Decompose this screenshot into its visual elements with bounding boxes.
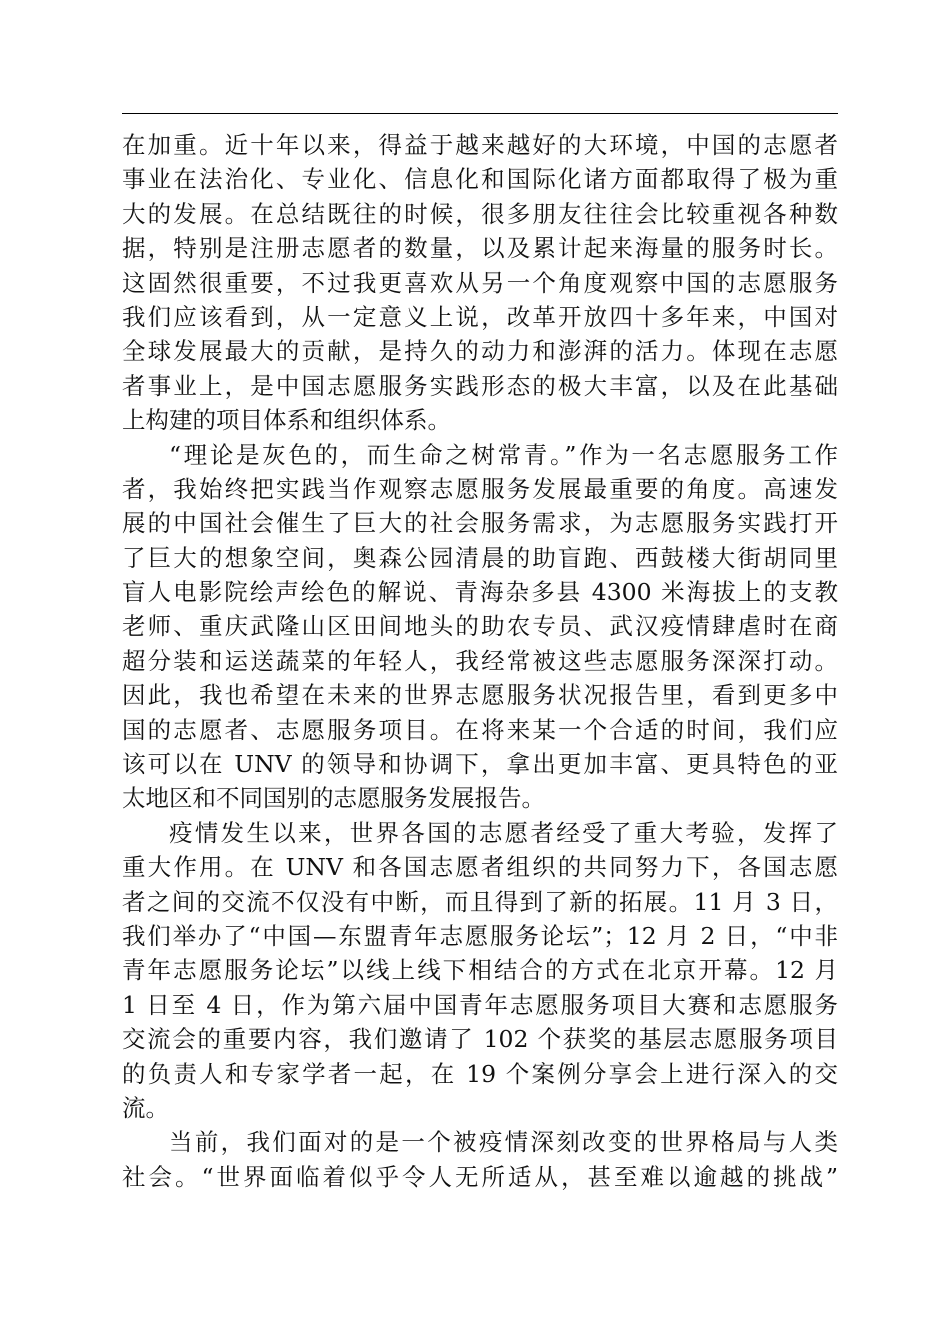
text-line: 因此，我也希望在未来的世界志愿服务状况报告里，看到更多中	[122, 681, 838, 710]
text-line: 者事业上，是中国志愿服务实践形态的极大丰富，以及在此基础	[122, 371, 838, 400]
text-line: 在加重。近十年以来，得益于越来越好的大环境，中国的志愿者	[122, 131, 838, 159]
text-line: 这固然很重要，不过我更喜欢从另一个角度观察中国的志愿服务	[122, 268, 838, 297]
text-line: 上构建的项目体系和组织体系。	[122, 406, 451, 435]
text-line: 事业在法治化、专业化、信息化和国际化诸方面都取得了极为重	[122, 165, 838, 194]
text-line: 全球发展最大的贡献，是持久的动力和澎湃的活力。体现在志愿	[122, 337, 838, 366]
text-line: 超分装和运送蔬菜的年轻人，我经常被这些志愿服务深深打动。	[122, 646, 838, 675]
text-line: 的负责人和专家学者一起，在 19 个案例分享会上进行深入的交	[122, 1059, 838, 1088]
text-line: 我们举办了“中国—东盟青年志愿服务论坛”；12 月 2 日，“中非	[122, 921, 838, 950]
text-line: 者，我始终把实践当作观察志愿服务发展最重要的角度。高速发	[122, 474, 838, 503]
text-line: 交流会的重要内容，我们邀请了 102 个获奖的基层志愿服务项目	[122, 1025, 838, 1054]
text-line: 该可以在 UNV 的领导和协调下，拿出更加丰富、更具特色的亚	[122, 750, 838, 779]
text-line: 青年志愿服务论坛”以线上线下相结合的方式在北京开幕。12 月	[122, 956, 838, 985]
text-line: 重大作用。在 UNV 和各国志愿者组织的共同努力下，各国志愿	[122, 853, 838, 882]
text-line: 流。	[122, 1093, 169, 1122]
text-line: 者之间的交流不仅没有中断，而且得到了新的拓展。11 月 3 日，	[122, 887, 838, 916]
text-line: 当前，我们面对的是一个被疫情深刻改变的世界格局与人类	[169, 1128, 838, 1157]
text-line: 了巨大的想象空间，奥森公园清晨的助盲跑、西鼓楼大街胡同里	[122, 543, 838, 572]
text-line: 老师、重庆武隆山区田间地头的助农专员、武汉疫情肆虐时在商	[122, 612, 838, 641]
text-line: 社会。“世界面临着似乎令人无所适从，甚至难以逾越的挑战”	[122, 1162, 838, 1191]
text-line: 国的志愿者、志愿服务项目。在将来某一个合适的时间，我们应	[122, 715, 838, 744]
body-text	[122, 128, 838, 1194]
text-line: 太地区和不同国别的志愿服务发展报告。	[122, 784, 545, 813]
text-line: 据，特别是注册志愿者的数量，以及累计起来海量的服务时长。	[122, 234, 838, 263]
header-rule	[122, 113, 838, 114]
text-line: 我们应该看到，从一定意义上说，改革开放四十多年来，中国对	[122, 302, 838, 331]
text-line: 1 日至 4 日，作为第六届中国青年志愿服务项目大赛和志愿服务	[122, 990, 838, 1019]
text-line: 盲人电影院绘声绘色的解说、青海杂多县 4300 米海拔上的支教	[122, 578, 838, 607]
text-line: 疫情发生以来，世界各国的志愿者经受了重大考验，发挥了	[169, 818, 838, 847]
text-line: “理论是灰色的，而生命之树常青。”作为一名志愿服务工作	[169, 440, 838, 469]
text-line: 大的发展。在总结既往的时候，很多朋友往往会比较重视各种数	[122, 199, 838, 228]
text-line: 展的中国社会催生了巨大的社会服务需求，为志愿服务实践打开	[122, 509, 838, 538]
